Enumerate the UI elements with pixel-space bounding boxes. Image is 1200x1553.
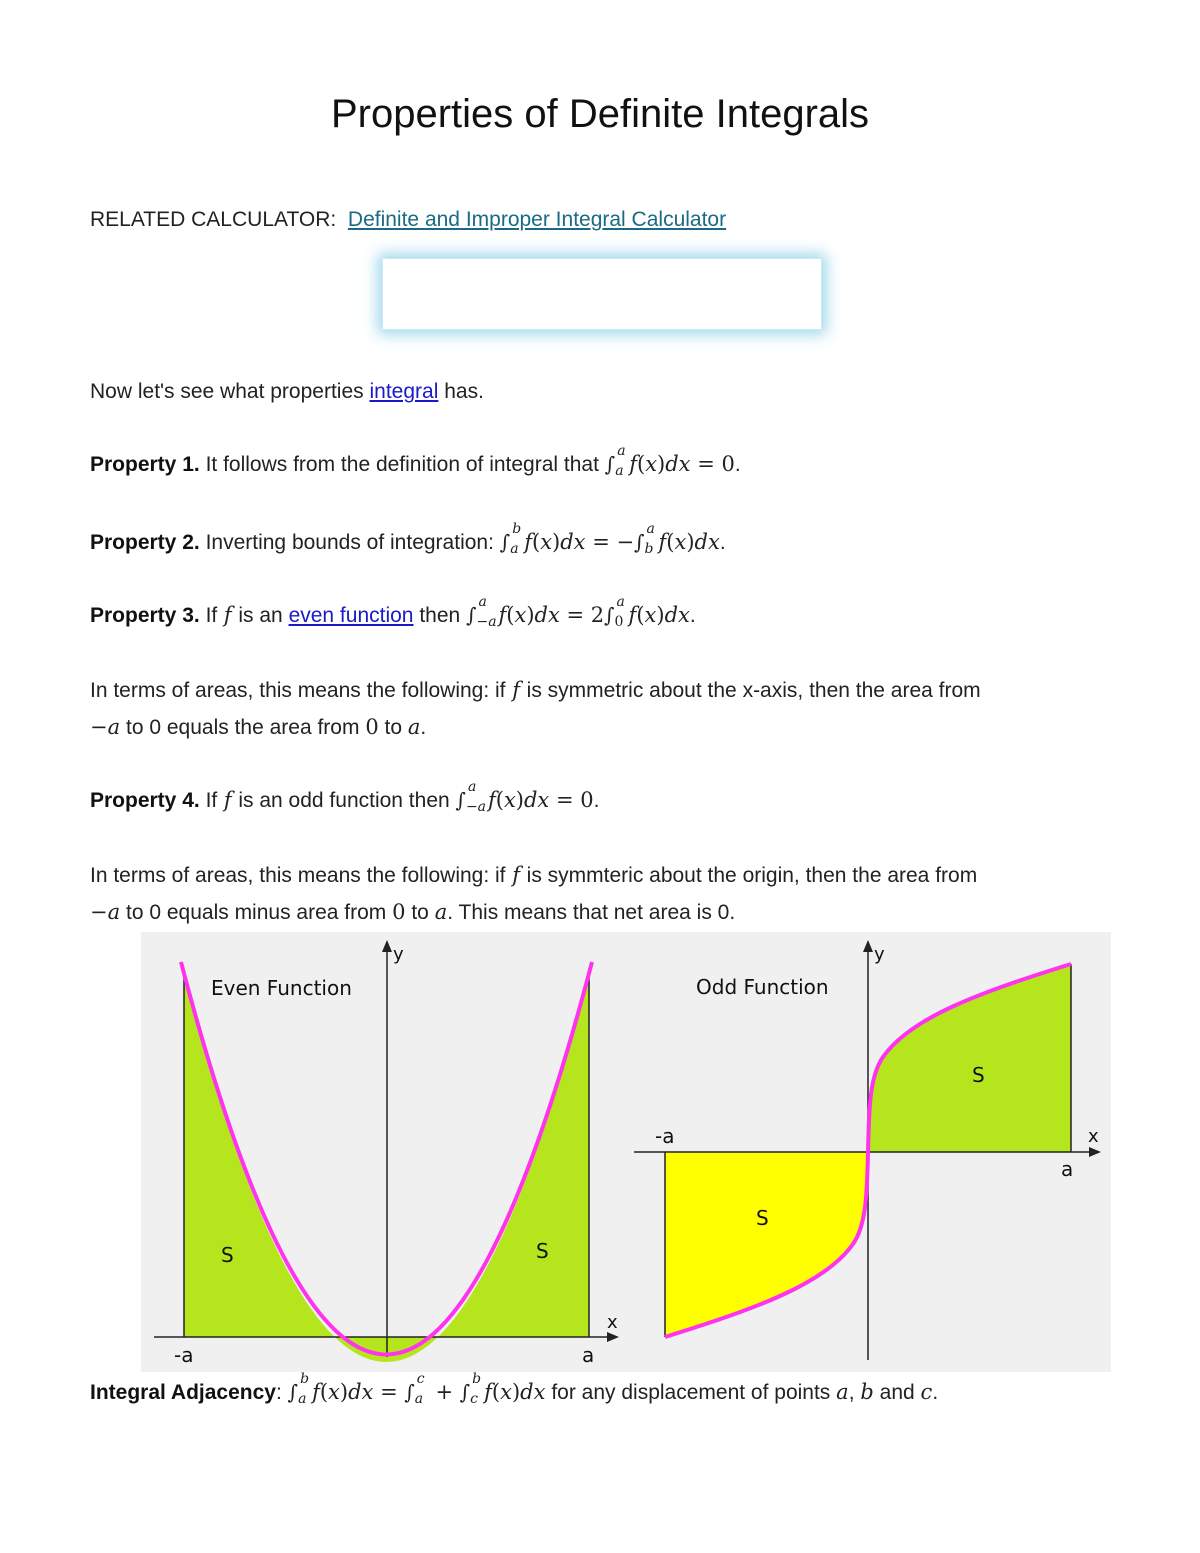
odd-title: Odd Function xyxy=(696,975,829,999)
property-4: Property 4. If f is an odd function then ∫ a −a f(x)dx = 0. xyxy=(90,779,600,816)
figure-svg xyxy=(141,932,1111,1372)
even-y-label: y xyxy=(393,944,404,965)
even-title: Even Function xyxy=(211,976,352,1000)
property-2-formula: ∫ b a f(x)dx = −∫ a b f(x)dx. xyxy=(499,521,726,558)
property-1-text: It follows from the definition of integral that xyxy=(205,453,599,476)
even-a-label: a xyxy=(582,1343,595,1367)
odd-neg-a-label: -a xyxy=(655,1124,675,1148)
areas-1-line-2: −a to 0 equals the area from 0 to a. xyxy=(90,715,427,739)
integral-link[interactable]: integral xyxy=(369,380,439,403)
property-1 xyxy=(90,443,741,480)
adjacency-formula: ∫ b a f(x)dx = ∫ c a + ∫ b c f(x)dx xyxy=(287,1371,546,1408)
odd-x-label: x xyxy=(1088,1126,1099,1147)
calculator-link[interactable]: Definite and Improper Integral Calculator xyxy=(347,208,727,231)
odd-y-arrow xyxy=(863,940,873,952)
property-3-is: is an xyxy=(238,604,283,627)
areas-2-text-2c: . This means that net area is 0. xyxy=(447,901,736,924)
property-1-label: Property 1. xyxy=(90,453,200,476)
odd-area-pos-label: S xyxy=(972,1063,985,1087)
areas-1-text: In terms of areas, this means the following: if xyxy=(90,679,506,702)
areas-1-line-1: In terms of areas, this means the following: if f is symmetric about the x-axis, then the area from xyxy=(90,678,981,702)
areas-2-text-b: is symmteric about the origin, then the area from xyxy=(526,864,978,887)
areas-1-text-b: is symmetric about the x-axis, then the area from xyxy=(526,679,981,702)
intro-line xyxy=(90,380,484,404)
odd-positive-fill xyxy=(869,964,1071,1152)
property-3-formula: ∫ a −a f(x)dx = 2∫ a 0 f(x)dx. xyxy=(466,594,696,631)
odd-area-neg-label: S xyxy=(756,1206,769,1230)
areas-2-text-2a: to 0 equals minus area from xyxy=(125,901,387,924)
areas-1-text-2a: to 0 equals the area from xyxy=(125,716,360,739)
intro-text-end: has. xyxy=(444,380,484,403)
adjacency-label: Integral Adjacency xyxy=(90,1381,276,1404)
odd-negative-fill xyxy=(665,1152,867,1337)
property-2-text: Inverting bounds of integration: xyxy=(205,531,494,554)
areas-2-text-2b: to xyxy=(411,901,429,924)
property-4-label: Property 4. xyxy=(90,789,200,812)
even-y-arrow xyxy=(382,940,392,952)
integral-adjacency: Integral Adjacency: ∫ b a f(x)dx = ∫ c a + ∫ b c f(x)dx for any displacement of points a, b and c. xyxy=(90,1371,939,1408)
areas-2-line-2: −a to 0 equals minus area from 0 to a. This means that net area is 0. xyxy=(90,900,736,924)
adjacency-and: and xyxy=(879,1381,915,1404)
odd-y-label: y xyxy=(874,944,885,965)
property-2-label: Property 2. xyxy=(90,531,200,554)
areas-1-text-2b: to xyxy=(384,716,403,739)
property-4-text: is an odd function then xyxy=(238,789,450,812)
areas-2-line-1: In terms of areas, this means the following: if f is symmteric about the origin, then the area from xyxy=(90,863,978,887)
even-neg-a-label: -a xyxy=(174,1343,194,1367)
even-x-arrow xyxy=(607,1332,619,1342)
related-label: RELATED CALCULATOR: xyxy=(90,208,337,231)
even-function-link[interactable]: even function xyxy=(288,604,414,627)
related-calculator xyxy=(90,208,726,232)
property-3-label: Property 3. xyxy=(90,604,200,627)
even-area-right-label: S xyxy=(536,1239,549,1263)
property-3-if: If xyxy=(205,604,218,627)
areas-2-text: In terms of areas, this means the following: if xyxy=(90,864,506,887)
adjacency-text: for any displacement of points xyxy=(551,1381,831,1404)
property-1-formula: ∫ a a f(x)dx = 0. xyxy=(604,443,741,480)
integral-figure xyxy=(141,932,1111,1372)
property-4-formula: ∫ a −a f(x)dx = 0. xyxy=(455,779,600,816)
property-3-then: then xyxy=(419,604,461,627)
intro-text: Now let's see what properties xyxy=(90,380,364,403)
page-title: Properties of Definite Integrals xyxy=(330,92,870,136)
property-2 xyxy=(90,521,726,558)
even-area-left-label: S xyxy=(221,1243,234,1267)
odd-x-arrow xyxy=(1089,1147,1101,1157)
even-x-label: x xyxy=(607,1312,618,1333)
property-3: Property 3. If f is an even function then ∫ a −a f(x)dx = 2∫ a 0 f(x)dx. xyxy=(90,594,696,631)
odd-a-label: a xyxy=(1061,1157,1074,1181)
ad-placeholder xyxy=(382,258,822,330)
property-4-if: If xyxy=(205,789,218,812)
